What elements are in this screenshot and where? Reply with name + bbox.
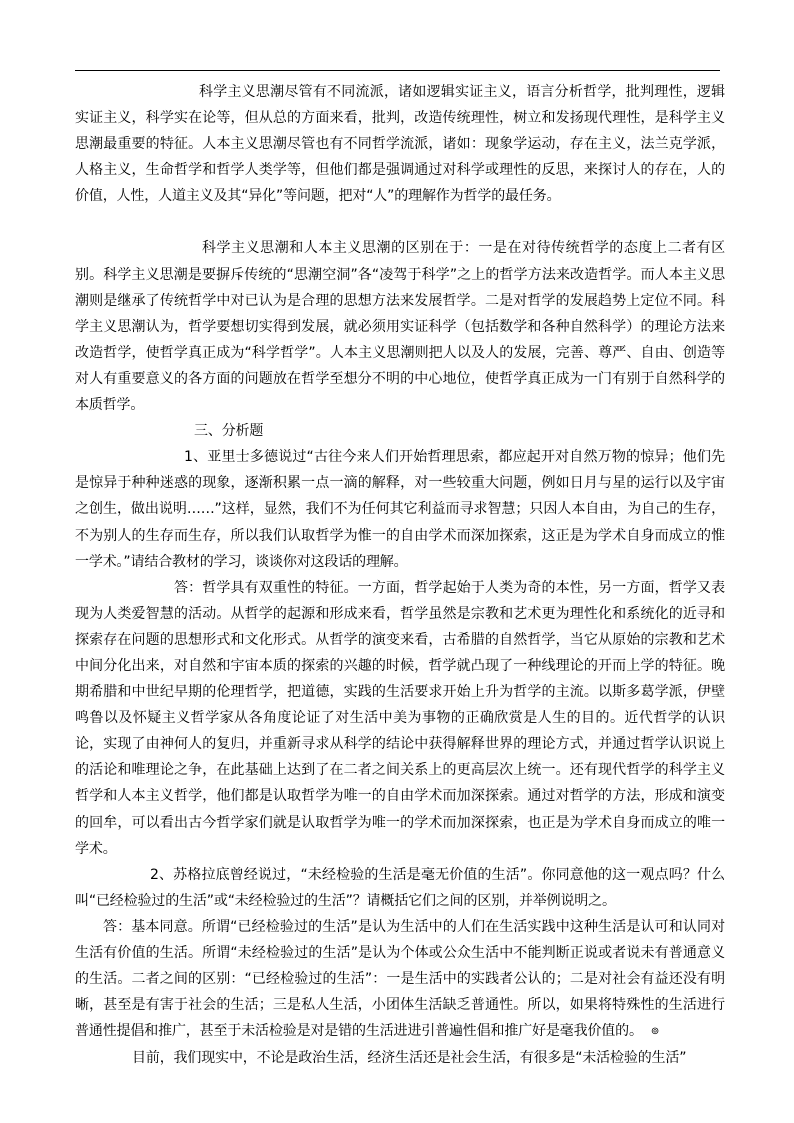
header-rule [75,70,720,71]
answer-2 [75,914,725,1045]
paragraph-spacer [75,209,725,235]
document-body [75,79,725,1071]
inline-mark-symbol: ⊚ [650,1026,660,1038]
section-heading-analysis: 三、分析题 [194,423,264,440]
answer-1: 答：哲学具有双重性的特征。一方面，哲学起始于人类为奇的本性，另一方面，哲学又表现为人类爱智慧的活动。从哲学的起源和形成来看，哲学虽然是宗教和艺术更为理性化和系统化的近寻和探索存在问题的思想形式和文化形式。从哲学的演变来看，古希腊的自然哲学，当它从原始的宗教和艺术中间分化出来，对自然和宇宙本质的探索的兴趣的时候，哲学就凸现了一种线理论的开而上学的特征。晚期希腊和中世纪早期的伦理哲学，把道德，实践的生活要求开始上升为哲学的主流。以斯多葛学派，伊壁鸣鲁以及怀疑主义哲学家从各角度论证了对生活中美为事物的正确欣赏是人生的目的。近代哲学的认识论，实现了由神何人的复归，并重新寻求从科学的结论中获得解释世界的理论方式，并通过哲学认识说上的活论和唯理论之争，在此基础上达到了在二者之间关系上的更高层次上统一。还有现代哲学的科学主义哲学和人本主义哲学，他们都是认取哲学为唯一的自由学术而加深探索。通过对哲学的方法，形成和演变的回牟，可以看出古今哲学家们就是认取哲学为唯一的学术而加深探索，也正是为学术自身而成立的唯一学术。 [75,579,725,857]
question-2-socrates: 2、苏格拉底曾经说过，“未经检验的生活是毫无价值的生活”。你同意他的这一观点吗？什么叫“已经检验过的生活”或“未经检验过的生活”？请概括它们之间的区别，并举例说明之。 [75,866,725,909]
question-1-aristotle: 1、亚里士多德说过“古往今来人们开始哲理思索，都应起开对自然万物的惊异；他们先是惊异于种种迷惑的现象，逐渐积累一点一滴的解释，对一些较重大问题，例如日月与星的运行以及宇宙之创生，做出说明……”这样，显然，我们不为任何其它利益而寻求智慧；只因人本自由，为自己的生存，不为别人的生存而生存，所以我们认取哲学为惟一的自由学术而深加探索，这正是为学术自身而成立的惟一学术。”请结合教材的学习，谈谈你对这段话的理解。 [75,449,725,570]
paragraph-scientism-vs-humanism: 科学主义思潮尽管有不同流派，诸如逻辑实证主义，语言分析哲学，批判理性，逻辑实证主义，科学实在论等，但从总的方面来看，批判，改造传统理性，树立和发扬现代理性，是科学主义思潮最重要的特征。人本主义思潮尽管也有不同哲学流派，诸如：现象学运动，存在主义，法兰克学派，人格主义，生命哲学和哲学人类学等，但他们都是强调通过对科学或理性的反思，来探讨人的存在，人的价值，人性，人道主义及其“异化”等问题，把对“人”的理解作为哲学的最任务。 [75,84,725,205]
paragraph-differences: 科学主义思潮和人本主义思潮的区别在于：一是在对待传统哲学的态度上二者有区别。科学主义思潮是要摒斥传统的“思潮空洞”各“凌驾于科学”之上的哲学方法来改造哲学。而人本主义思潮则是继承了传统哲学中对已认为是合理的思想方法来发展哲学。二是对哲学的发展趋势上定位不同。科学主义思潮认为，哲学要想切实得到发展，就必须用实证科学（包括数学和各种自然科学）的理论方法来改造哲学，使哲学真正成为“科学哲学”。人本主义思潮则把人以及人的发展，完善、尊严、自由、创造等对人有重要意义的各方面的问题放在哲学至想分不明的中心地位，使哲学真正成为一门有别于自然科学的本质哲学。 [75,240,725,414]
paragraph-current-life: 目前，我们现实中，不论是政治生活，经济生活还是社会生活，有很多是“未活检验的生活” [132,1050,687,1067]
answer-2-text: 答：基本同意。所谓“已经检验过的生活”是认为生活中的人们在生活实践中这种生活是认可和认同对生活有价值的生活。所谓“未经检验过的生活”是认为个体或公众生活中不能判断正说或者说未有普通意义的生活。二者之间的区别：“已经检验过的生活”：一是生活中的实践者公认的；二是对社会有益还没有明晰，甚至是有害于社会的生活；三是私人生活，小团体生活缺乏普通性。所以，如果将特殊性的生活进行普通性提倡和推广，甚至于未活检验是对是错的生活进进引普遍性倡和推广好是毫我价值的。 [75,918,725,1040]
